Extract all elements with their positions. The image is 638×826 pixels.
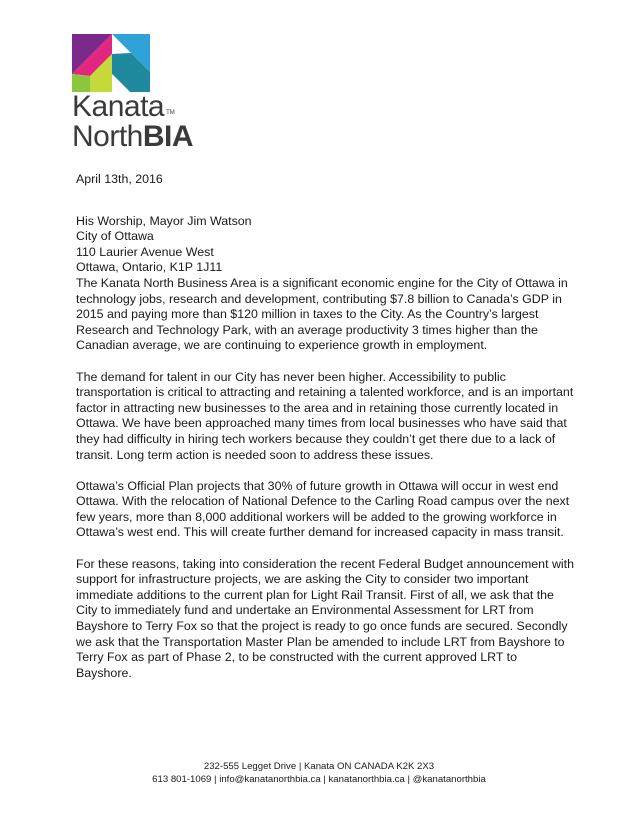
- letter-paragraph: The Kanata North Business Area is a significant economic engine for the City of Ottawa in technology jobs, research and development, contributing $7.8 billion to Canada’s GDP in 2015 and paying more than $120 million in taxes to the City. As the Country’s largest Research and Technology Park, with an average productivity 3 times higher than the Canadian average, we are continuing to experience growth in employment.: [76, 275, 568, 353]
- logo-word-kanata: Kanata: [72, 90, 165, 123]
- logo-wordmark-kanata: [72, 90, 175, 124]
- logo-word-bia: BIA: [142, 120, 194, 153]
- logo-mark-icon: [72, 34, 150, 92]
- logo-word-north: North: [72, 120, 143, 153]
- letter-paragraph: Ottawa’s Official Plan projects that 30% of future growth in Ottawa will occur in west end Ottawa. With the relocation of National Defence to the Carling Road campus over the next few years, more than 8,000 additional workers will be added to the growing workforce in Ottawa’s west end. This will create further demand for increased capacity in mass transit.: [76, 478, 570, 540]
- footer-contact: 613 801-1069 | info@kanatanorthbia.ca | kanatanorthbia.ca | @kanatanorthbia: [152, 774, 486, 785]
- kanata-north-bia-logo: [72, 34, 212, 152]
- address-line: His Worship, Mayor Jim Watson: [76, 213, 252, 228]
- logo-wordmark-northbia: [72, 120, 193, 154]
- address-line: Ottawa, Ontario, K1P 1J11: [76, 260, 223, 275]
- address-line: 110 Laurier Avenue West: [76, 244, 214, 259]
- letter-paragraph: The demand for talent in our City has never been higher. Accessibility to public transportation is critical to attracting and retaining a talented workforce, and is an important factor in attracting new businesses to the area and in retaining those currently located in Ottawa. We have been approached many times from local businesses who have said that they had difficulty in hiring tech workers because they couldn’t get there due to a lack of transit. Long term action is needed soon to address these issues.: [76, 369, 574, 462]
- logo-trademark: TM: [166, 110, 175, 116]
- letterhead-footer: [0, 760, 638, 786]
- letter-date: April 13th, 2016: [76, 172, 163, 186]
- address-line: City of Ottawa: [76, 229, 154, 244]
- letter-paragraph: For these reasons, taking into consideration the recent Federal Budget announcement with support for infrastructure projects, we are asking the City to consider two important immediate additions to the current plan for Light Rail Transit. First of all, we ask that the City to immediately fund and undertake an Environmental Assessment for LRT from Bayshore to Terry Fox so that the project is ready to go once funds are secured. Secondly we ask that the Transportation Master Plan be amended to include LRT from Bayshore to Terry Fox as part of Phase 2, to be constructed with the current approved LRT to Bayshore.: [76, 556, 574, 680]
- letter-body: [76, 172, 576, 697]
- footer-address: 232-555 Legget Drive | Kanata ON CANADA K2K 2X3: [203, 761, 435, 772]
